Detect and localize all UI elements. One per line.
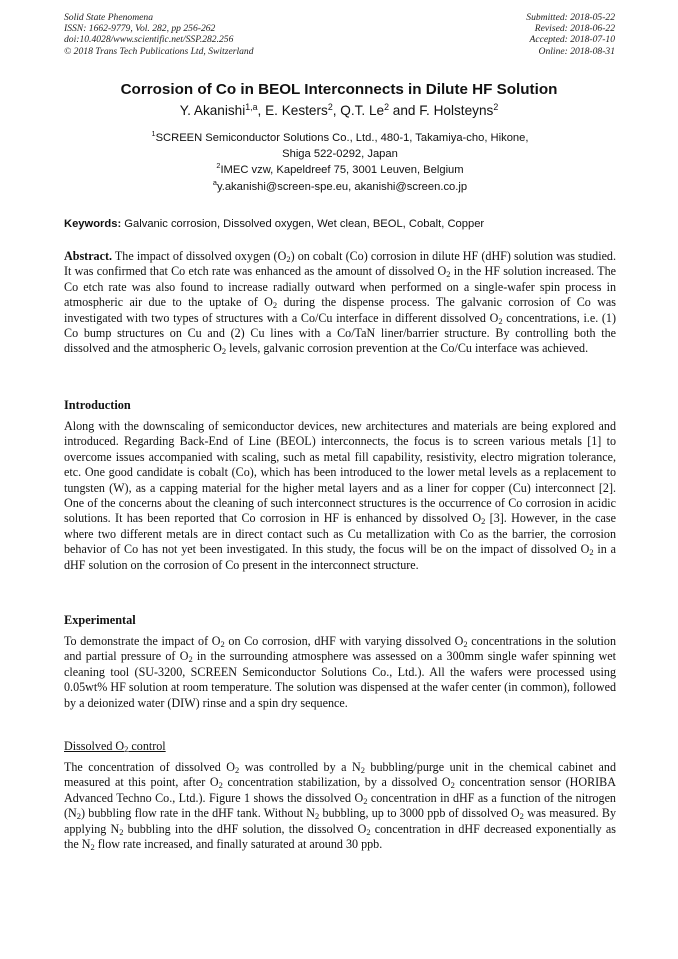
author-affiliation-mark: 2 [384, 102, 390, 112]
keywords-label: Keywords: [64, 218, 122, 230]
keywords-text: Galvanic corrosion, Dissolved oxygen, Wet clean, BEOL, Cobalt, Copper [121, 218, 485, 230]
author-list [0, 103, 678, 118]
author-name: , E. Kesters [257, 103, 328, 118]
date-online: Online: 2018-08-31 [538, 45, 615, 57]
keywords [64, 218, 616, 230]
abstract-label: Abstract. [64, 249, 113, 263]
introduction-heading: Introduction [64, 398, 131, 412]
author-email: $^a$y.akanishi@screen-spe.eu, akanishi@screen.co.jp [212, 178, 468, 193]
paper-title: Corrosion of Co in BEOL Interconnects in Dilute HF Solution [120, 81, 558, 98]
dissolved-o2-control-heading: Dissolved $O_2$ control [64, 739, 166, 754]
dissolved-o2-paragraph: The concentration of dissolved $O_2$ was controlled by a $N_2$ bubbling/purge unit in the chemical cabinet and measured at this point, after $O_2$ concentration stabilization, by a dissolved $O_2$ concentration sensor (HORIBA Advanced Techno Co., Ltd.). Figure 1 shows the dissolved $O_2$ concentration in dHF as a function of the nitrogen $(N_2)$ bubbling flow rate in the dHF tank. Without $N_2$ bubbling, up to 3000 ppb of dissolved $O_2$ was measured. By applying $N_2$ bubbling into the dHF solution, the dissolved $O_2$ concentration in dHF decreased exponentially as the $N_2$ flow rate increased, and finally saturated at around 30 ppb. [64, 760, 616, 853]
experimental-paragraph: To demonstrate the impact of $O_2$ on Co corrosion, dHF with varying dissolved $O_2$ concentrations in the solution and partial pressure of $O_2$ in the surrounding atmosphere was assessed on a 300mm single wafer spinning wet cleaning tool (SU-3200, SCREEN Semiconductor Solutions Co., Ltd.). All the wafers were processed using 0.05wt% HF solution at room temperature. The solution was dispensed at the wafer center (in common), followed by a deionized water (DIW) rinse and a spin dry sequence. [64, 634, 616, 710]
author-affiliation-mark: 2 [493, 102, 499, 112]
abstract-paragraph: Abstract. The impact of dissolved oxygen $(O_2)$ on cobalt (Co) corrosion in dilute HF (dHF) solution was studied. It was confirmed that Co etch rate was enhanced as the amount of dissolved $O_2$ in the HF solution increased. The Co etch rate was also found to increase radially outward when performed on a single-wafer spin process in atmospheric air due to the uptake of $O_2$ during the dispense process. The galvanic corrosion of Co was investigated with two types of structures with a Co/Cu interface in different dissolved $O_2$ concentrations, i.e. (1) Co bump structures on Cu and (2) Cu lines with a Co/TaN liner/barrier structure. By controlling both the dissolved and the atmospheric $O_2$ levels, galvanic corrosion prevention at the Co/Cu interface was achieved. [64, 249, 617, 357]
journal-header [64, 12, 254, 57]
experimental-heading: Experimental [64, 613, 136, 627]
author-name: Y. Akanishi [179, 103, 246, 118]
affiliation-1: $^1$SCREEN Semiconductor Solutions Co., Ltd., 480-1, Takamiya-cho, Hikone, Shiga 522-0292, Japan [151, 129, 529, 160]
introduction-paragraph: Along with the downscaling of semiconductor devices, new architectures and materials are being explored and introduced. Regarding Back-End of Line (BEOL) interconnects, the focus is to screen various metals [1] to overcome issues accompanied with scaling, such as metal fill capability, resistivity, electro migration tolerance, etc. One good candidate is cobalt (Co), which has been introduced to the lower metal levels as a replacement to tungsten (W), as a capping material for the higher metal layers and as a liner for copper (Cu) interconnect [2]. One of the concerns about the cleaning of such interconnect structures is the occurrence of Co corrosion in acidic solutions. It has been reported that Co corrosion in HF is enhanced by dissolved $O_2$ [3]. However, in the case where two different metals are in direct contact such as Cu metallization with Co as the barrier, the corrosion behavior of Co has not yet been investigated. In this study, the focus will be on the impact of dissolved $O_2$ in a dHF solution on the corrosion of Co present in the interconnect structure. [64, 419, 616, 572]
journal-copyright: © 2018 Trans Tech Publications Ltd, Switzerland [64, 45, 254, 57]
author-name: and F. Holsteyns [389, 103, 494, 118]
date-submitted: Submitted: 2018-05-22 [526, 12, 615, 23]
dates-header [526, 12, 615, 57]
author-affiliation-mark: 1,a [245, 102, 258, 112]
journal-issn: ISSN: 1662-9779, Vol. 282, pp 256-262 [64, 23, 216, 35]
journal-doi: doi:10.4028/www.scientific.net/SSP.282.256 [64, 34, 234, 46]
date-accepted: Accepted: 2018-07-10 [529, 34, 615, 46]
author-affiliation-mark: 2 [327, 102, 333, 112]
journal-name: Solid State Phenomena [64, 12, 153, 23]
affiliation-2: $^2$IMEC vzw, Kapeldreef 75, 3001 Leuven, Belgium [216, 161, 464, 176]
author-name: , Q.T. Le [332, 103, 385, 118]
date-revised: Revised: 2018-06-22 [534, 23, 615, 35]
